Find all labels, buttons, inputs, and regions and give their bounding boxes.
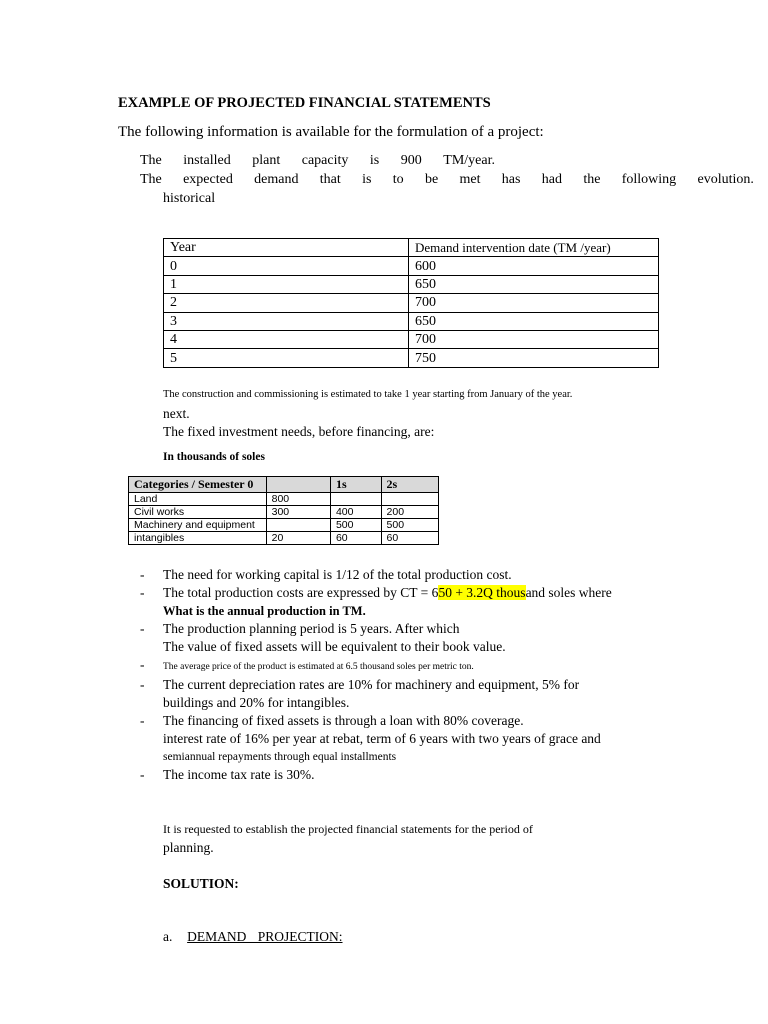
fixed-investment-text: The fixed investment needs, before financing, are: — [163, 424, 435, 439]
section-a-heading — [163, 929, 355, 945]
header-demand: Demand intervention date (TM /year) — [409, 239, 659, 257]
construction-note: The construction and commissioning is estimated to take 1 year starting from January of the year. — [163, 389, 573, 400]
list-item: - The need for working capital is 1/12 of the total production cost. — [140, 567, 512, 582]
header-year: Year — [164, 239, 409, 257]
header-2s: 2s — [381, 477, 438, 493]
table-row: 5 750 — [164, 349, 659, 367]
list-item: - The average price of the product is estimated at 6.5 thousand soles per metric ton. — [140, 657, 474, 672]
investment-table — [128, 476, 439, 545]
table-row: 2 700 — [164, 294, 659, 312]
dash-bullet: - — [140, 567, 145, 582]
list-item: - The income tax rate is 30%. — [140, 767, 315, 782]
table-row: Machinery and equipment 500 500 — [129, 519, 439, 532]
header-semester-0 — [266, 477, 330, 493]
table-row: 0 600 — [164, 257, 659, 275]
demand-line: The expected demand that is to be met has had the following evolution. — [140, 172, 754, 187]
dash-bullet: - — [140, 585, 145, 600]
section-a-title: DEMAND PROJECTION: — [187, 929, 343, 944]
table-row: 1 650 — [164, 275, 659, 293]
dash-bullet: - — [140, 677, 145, 692]
request-text: It is requested to establish the projected financial statements for the period of — [163, 822, 533, 836]
dash-bullet: - — [140, 621, 145, 636]
document-title: EXAMPLE OF PROJECTED FINANCIAL STATEMENTS — [118, 95, 491, 111]
request-text-continuation: planning. — [163, 840, 214, 855]
table-header-row — [129, 477, 439, 493]
header-categories: Categories / Semester 0 — [129, 477, 267, 493]
section-a-letter: a. — [163, 929, 173, 944]
dash-bullet: - — [140, 713, 145, 728]
intro-paragraph: The following information is available for the formulation of a project: — [118, 124, 544, 140]
list-item: - The production planning period is 5 years. After which The value of fixed assets will be equivalent to their book value. — [140, 621, 506, 654]
demand-table — [163, 238, 659, 368]
table-row: 3 650 — [164, 312, 659, 330]
table-row: Land 800 — [129, 493, 439, 506]
construction-note-continuation: next. — [163, 406, 190, 421]
solution-heading: SOLUTION: — [163, 876, 239, 891]
list-item: - The total production costs are expressed by CT = 650 + 3.2Q thousand soles where What is the annual production in TM. — [140, 585, 612, 618]
capacity-line: The installed plant capacity is 900 TM/year. — [140, 153, 495, 168]
table-row: 4 700 — [164, 330, 659, 348]
list-item: - The current depreciation rates are 10% for machinery and equipment, 5% for buildings and 20% for intangibles. — [140, 677, 580, 710]
units-label: In thousands of soles — [163, 451, 265, 463]
highlighted-text: 50 + 3.2Q thous — [438, 585, 526, 600]
assumptions-list — [140, 566, 740, 784]
table-row: intangibles 20 60 60 — [129, 532, 439, 545]
dash-bullet: - — [140, 767, 145, 782]
demand-line-continuation: historical — [163, 191, 216, 206]
table-header-row — [164, 239, 659, 257]
header-1s: 1s — [330, 477, 381, 493]
table-row: Civil works 300 400 200 — [129, 506, 439, 519]
dash-bullet: - — [140, 657, 145, 672]
list-item: - The financing of fixed assets is through a loan with 80% coverage. interest rate of 16% per year at rebat, term of 6 years with two years of grace and semiannual repayments through equal installments — [140, 713, 601, 763]
